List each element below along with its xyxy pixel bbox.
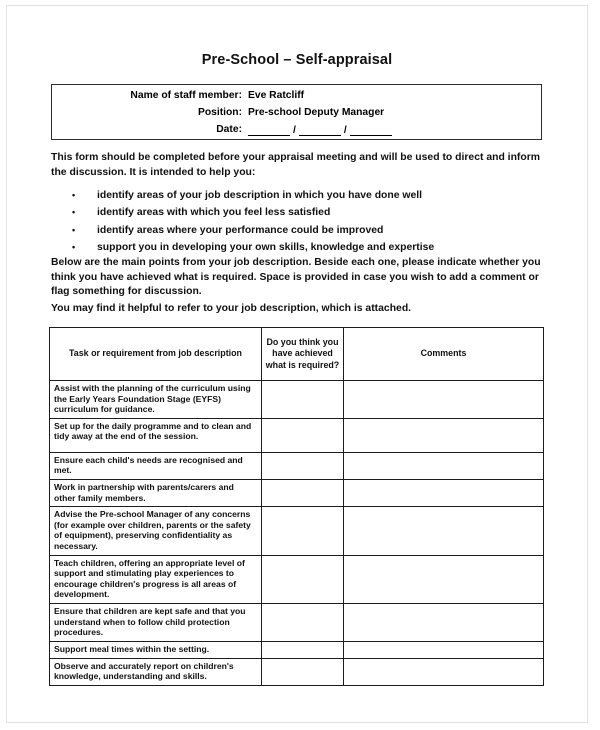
bullet-text: identify areas with which you feel less satisfied [97, 207, 331, 219]
date-day-blank[interactable] [248, 124, 290, 136]
page-title: Pre-School – Self-appraisal [201, 52, 393, 68]
table-row [50, 418, 544, 452]
column-header-achieved: Do you think you have achieved what is required? [262, 328, 344, 381]
task-text: Support meal times within the setting. [50, 641, 262, 658]
comment-input[interactable] [344, 658, 544, 685]
comment-input[interactable] [344, 555, 544, 603]
list-item [69, 239, 539, 256]
staff-name-value[interactable]: Eve Ratcliff [248, 90, 305, 101]
column-header-task: Task or requirement from job description [50, 328, 262, 381]
staff-position-label: Position: [197, 107, 242, 118]
column-header-comments: Comments [344, 328, 544, 381]
date-blanks-group [248, 124, 392, 136]
date-separator-1: / [293, 125, 296, 136]
task-text: Ensure that children are kept safe and that you understand when to follow child protection procedures. [50, 603, 262, 641]
table-row [50, 507, 544, 555]
achieved-input[interactable] [262, 381, 344, 419]
comment-input[interactable] [344, 452, 544, 479]
task-text: Ensure each child's needs are recognised and met. [50, 452, 262, 479]
date-year-blank[interactable] [350, 124, 392, 136]
achieved-input[interactable] [262, 507, 344, 555]
staff-date-label: Date: [216, 124, 242, 135]
table-header-row [50, 328, 544, 381]
table-row [50, 479, 544, 506]
table-row [50, 381, 544, 419]
task-text: Assist with the planning of the curriculum using the Early Years Foundation Stage (EYFS) curriculum for guidance. [50, 381, 262, 419]
task-text: Set up for the daily programme and to clean and tidy away at the end of the session. [50, 418, 262, 452]
staff-position-value[interactable]: Pre-school Deputy Manager [248, 107, 385, 118]
table-row [50, 452, 544, 479]
achieved-input[interactable] [262, 658, 344, 685]
achieved-input[interactable] [262, 603, 344, 641]
table-body [50, 381, 544, 686]
list-item [69, 187, 539, 204]
comment-input[interactable] [344, 507, 544, 555]
achieved-input[interactable] [262, 452, 344, 479]
comment-input[interactable] [344, 381, 544, 419]
date-month-blank[interactable] [299, 124, 341, 136]
task-text: Observe and accurately report on children's knowledge, understanding and skills. [50, 658, 262, 685]
achieved-input[interactable] [262, 641, 344, 658]
table-row [50, 658, 544, 685]
table-row [50, 603, 544, 641]
date-separator-2: / [343, 125, 347, 136]
staff-name-label: Name of staff member: [130, 90, 242, 101]
comment-input[interactable] [344, 418, 544, 452]
achieved-input[interactable] [262, 555, 344, 603]
list-item [69, 204, 539, 221]
comment-input[interactable] [344, 603, 544, 641]
comment-input[interactable] [344, 479, 544, 506]
task-text: Advise the Pre-school Manager of any concerns (for example over children, parents or the safety of equipment), preserving confidentiality as necessary. [50, 507, 262, 555]
table-row [50, 641, 544, 658]
achieved-input[interactable] [262, 418, 344, 452]
staff-position-row [52, 107, 541, 124]
below-paragraph: Below are the main points from your job description. Beside each one, please indicate whether you think you have achieved what is required. Space is provided in case you wish to add a comment or flag something for discussion. [51, 257, 541, 297]
comment-input[interactable] [344, 641, 544, 658]
staff-info-box [51, 84, 542, 140]
bullet-text: support you in developing your own skills, knowledge and expertise [97, 241, 435, 253]
refer-paragraph: You may find it helpful to refer to your job description, which is attached. [51, 303, 412, 314]
bullet-text: identify areas of your job description in which you have done well [97, 190, 423, 201]
appraisal-table [49, 327, 544, 686]
table-row [50, 555, 544, 603]
intro-bullet-list [69, 187, 539, 256]
intro-paragraph: This form should be completed before your appraisal meeting and will be used to direct and inform the discussion. It is intended to help you: [51, 152, 541, 178]
bullet-text: identify areas where your performance could be improved [97, 224, 384, 236]
achieved-input[interactable] [262, 479, 344, 506]
task-text: Teach children, offering an appropriate level of support and stimulating play experiences to encourage children's progress is all areas of development. [50, 555, 262, 603]
staff-date-row [52, 124, 541, 141]
list-item [69, 222, 539, 239]
task-text: Work in partnership with parents/carers and other family members. [50, 479, 262, 506]
staff-name-row [52, 90, 541, 107]
